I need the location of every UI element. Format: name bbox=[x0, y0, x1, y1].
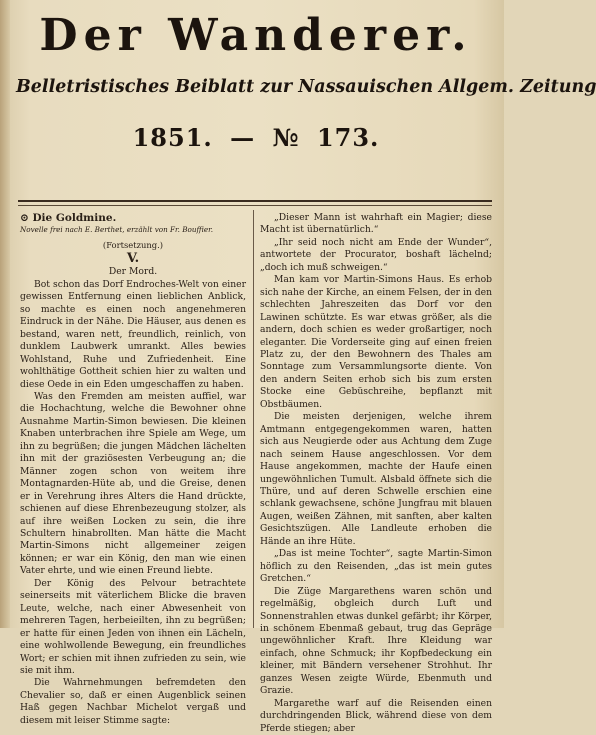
paragraph: „Dieser Mann ist wahrhaft ein Magier; diese Macht ist übernatürlich.“ bbox=[260, 212, 492, 236]
chapter-number: V. bbox=[126, 251, 140, 267]
issue-line bbox=[16, 124, 496, 152]
paragraph: Bot schon das Dorf Endroches-Welt von einer gewissen Entfernung einen lieblichen Anblick, so machte es einen noch angenehmeren Eindruck in der Nähe. Die Häuser, aus denen es bestand, waren nett, freundlich, reinlich, von dunklem Laubwerk umrankt. Alles bewies Wohlstand, Ruhe und Zufriedenheit. Eine wohlthätige Gottheit schien hier zu walten und diese Oede in ein Eden umgeschaffen zu haben. bbox=[20, 278, 246, 390]
paragraph: Der König des Pelvour betrachtete seinerseits mit väterlichem Blicke die braven Leute, welche, nach einer Abwesenheit von mehreren Tagen, herbeieilten, ihn zu begrüßen; er hatte für einen Jeden von ihnen ein Lächeln, eine wohlwollende Bewegung, ein freundliches Wort; er schien mit ihnen zufrieden zu sein, wie sie mit ihm. bbox=[20, 577, 246, 676]
page-binding-edge bbox=[0, 0, 10, 628]
paragraph: Was den Fremden am meisten auffiel, war die Hochachtung, welche die Bewohner ohne Ausnahme Martin-Simon bewiesen. Die kleinen Knaben unterbrachen ihre Spiele am Wege, um ihn zu begrüßen; die jungen Mädchen lächelten ihn mit der graziösesten Verbeugung an; die Männer zogen schon von weitem ihre Montagnarden-Hüte ab, und die Greise, denen er in Verehrung ihres Alters die Hand drückte, schienen auf diese Ehrenbezeugung stolzer, als auf ihre weißen Locken zu sein, die ihre Schultern hinabrollten. Man hätte die Macht Martin-Simons nicht allgemeiner zeigen können; er war ein König, den man wie einen Vater ehrte, und wie einen Freund liebte. bbox=[20, 390, 246, 577]
issue-year: 1851. bbox=[132, 123, 213, 152]
paragraph: Man kam vor Martin-Simons Haus. Es erhob sich nahe der Kirche, an einem Felsen, der in den schlechten Jahreszeiten das Dorf vor den Lawinen schützte. Es war etwas größer, als die andern, doch schien es weder großartiger, noch eleganter. Die Vorderseite ging auf einen freien Platz zu, der den Bewohnern des Thales am Sonntage zum Versammlungsorte diente. Von den andern Seiten erhob sich bis zum ersten Stocke eine Gebüschreihe, bepflanzt mit Obstbäumen. bbox=[260, 274, 492, 410]
paragraph: Die Züge Margarethens waren schön und regelmäßig, obgleich durch Luft und Sonnenstrahlen etwas dunkel gefärbt; ihr Körper, in schönem Ebenmaß gebaut, trug das Gepräge ungewöhnlicher Kraft. Ihre Kleidung war einfach, ohne Schmuck; ihr Kopfbedeckung ein kleiner, mit Bändern versehener Strohhut. Ihr ganzes Wesen zeigte Würde, Ebenmuth und Grazie. bbox=[260, 585, 492, 697]
article-heading: ⊙ Die Goldmine. bbox=[20, 212, 117, 224]
header-rule-thin bbox=[18, 205, 492, 206]
column-divider bbox=[253, 210, 254, 628]
paragraph: Die meisten derjenigen, welche ihrem Amtmann entgegengekommen waren, hatten sich aus Neugierde oder aus Achtung dem Zuge nach seinem Hause angeschlossen. Vor dem Hause angekommen, machte der Haufe einen ungewöhnlichen Tumult. Alsbald öffnete sich die Thüre, und auf deren Schwelle erschien eine schlank gewachsene, schöne Jungfrau mit blauen Augen, weißen Zähnen, mit sanften, aber kalten Gesichtszügen. Alle Landleute erhoben die Hände an ihre Hüte. bbox=[260, 411, 492, 547]
article-byline: Novelle frei nach E. Berthet, erzählt von Fr. Bouffier. bbox=[20, 225, 214, 234]
paragraph: Die Wahrnehmungen befremdeten den Chevalier so, daß er einen Augenblick seinen Haß gegen Nachbar Michelot vergaß und diesem mit leiser Stimme sagte: bbox=[20, 677, 246, 726]
chapter-title: Der Mord. bbox=[108, 266, 158, 278]
paragraph: Margarethe warf auf die Reisenden einen durchdringenden Blick, während diese von dem Pferde stiegen; aber bbox=[260, 697, 492, 734]
continuation-note: (Fortsetzung.) bbox=[102, 240, 164, 250]
newspaper-title: Der Wanderer. bbox=[39, 10, 473, 61]
newspaper-subtitle: Belletristisches Beiblatt zur Nassauischen Allgem. Zeitung bbox=[16, 77, 596, 97]
masthead bbox=[16, 10, 596, 152]
right-column bbox=[260, 212, 492, 735]
left-column bbox=[20, 212, 246, 727]
paragraph: „Das ist meine Tochter“, sagte Martin-Simon höflich zu den Reisenden, „das ist mein gutes Gretchen.“ bbox=[260, 548, 492, 585]
issue-dash: — bbox=[230, 123, 256, 152]
paragraph: „Ihr seid noch nicht am Ende der Wunder“, antwortete der Procurator, boshaft lächelnd; „doch ich muß schweigen.“ bbox=[260, 236, 492, 273]
issue-number-sign: № bbox=[272, 123, 300, 152]
header-rule-thick bbox=[18, 200, 492, 202]
issue-number: 173. bbox=[316, 123, 380, 152]
